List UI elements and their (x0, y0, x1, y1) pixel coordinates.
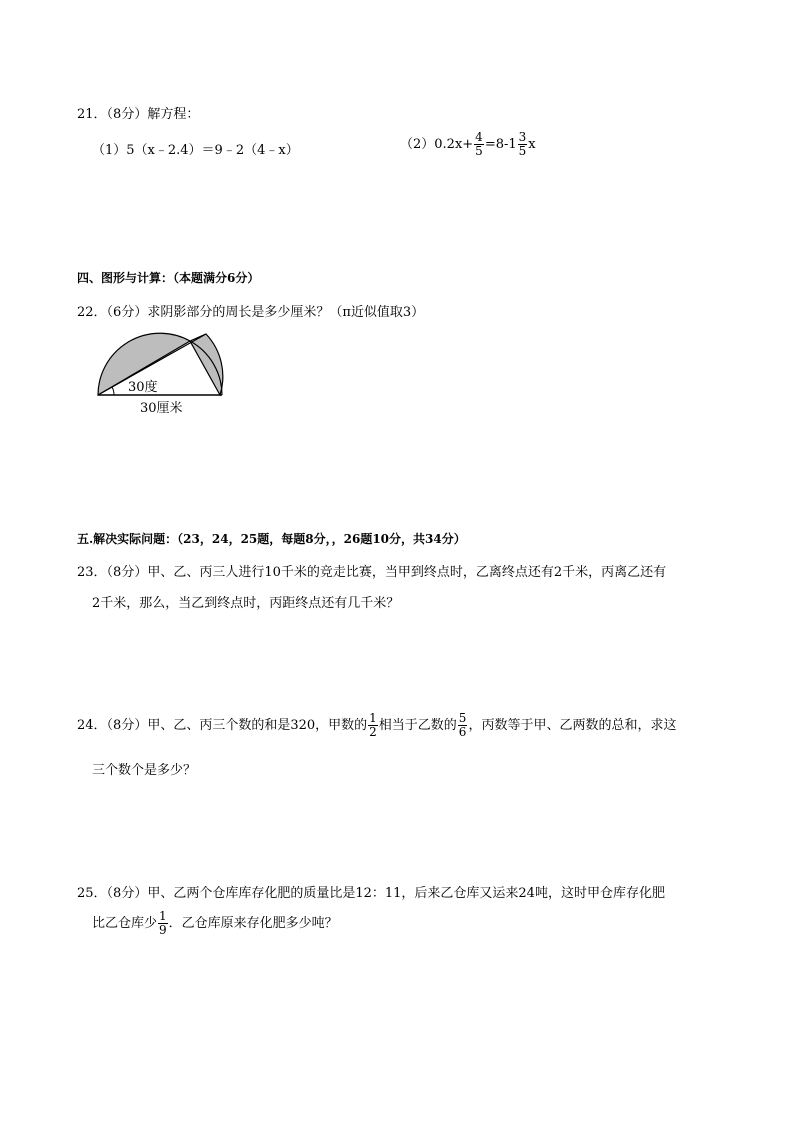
q24-fraction-1: $\frac{1}{2}$ (369, 711, 377, 739)
q21-equation-1: （1）5（x﹣2.4）＝9﹣2（4﹣x） (92, 143, 299, 158)
angle-arc (112, 387, 114, 395)
q23-line-2: 2千米，那么，当乙到终点时，丙距终点还有几千米？ (92, 596, 400, 611)
eq2-prefix: （2）0.2x+ (400, 137, 474, 152)
eq2-suffix: x (528, 137, 536, 152)
q24-line-1: 24．（8分）甲、乙、丙三个数的和是320，甲数的 $\frac{1}{2}$ 相当于乙数的 $\frac{5}{6}$ ，丙数等于甲、乙两数的总和，求这 (77, 711, 677, 739)
angle-label: 30度 (128, 380, 158, 395)
shaded-sector-lobe (190, 334, 223, 395)
q22-figure (90, 330, 230, 420)
eq2-fraction-2: $\frac{3}{5}$ (518, 130, 527, 158)
q22-text: 22．（6分）求阴影部分的周长是多少厘米？（π近似值取3） (77, 305, 425, 320)
length-label: 30厘米 (140, 401, 183, 416)
q21-equation-2 (400, 131, 536, 158)
eq2-mid: =8-1 (484, 137, 517, 152)
q25-fraction: $\frac{1}{9}$ (159, 909, 167, 937)
q24-fraction-2: $\frac{5}{6}$ (458, 711, 467, 739)
q24-line-2: 三个数个是多少？ (92, 763, 197, 778)
q25-line-2: 比乙仓库少 $\frac{1}{9}$ ．乙仓库原来存化肥多少吨？ (92, 909, 338, 937)
section-4-heading: 四、图形与计算：（本题满分6分） (77, 271, 260, 285)
section-5-heading: 五.解决实际问题：（23，24，25题，每题8分，，26题10分，共34分） (77, 532, 466, 546)
q23-line-1: 23．（8分）甲、乙、丙三人进行10千米的竞走比赛，当甲到终点时，乙离终点还有2千米，丙离乙还有 (77, 565, 667, 580)
q21-title: 21．（8分）解方程： (77, 107, 200, 122)
q25-line-1: 25．（8分）甲、乙两个仓库库存化肥的质量比是12：11，后来乙仓库又运来24吨，这时甲仓库存化肥 (77, 886, 665, 901)
eq2-fraction-1: $\frac{4}{5}$ (475, 130, 483, 158)
